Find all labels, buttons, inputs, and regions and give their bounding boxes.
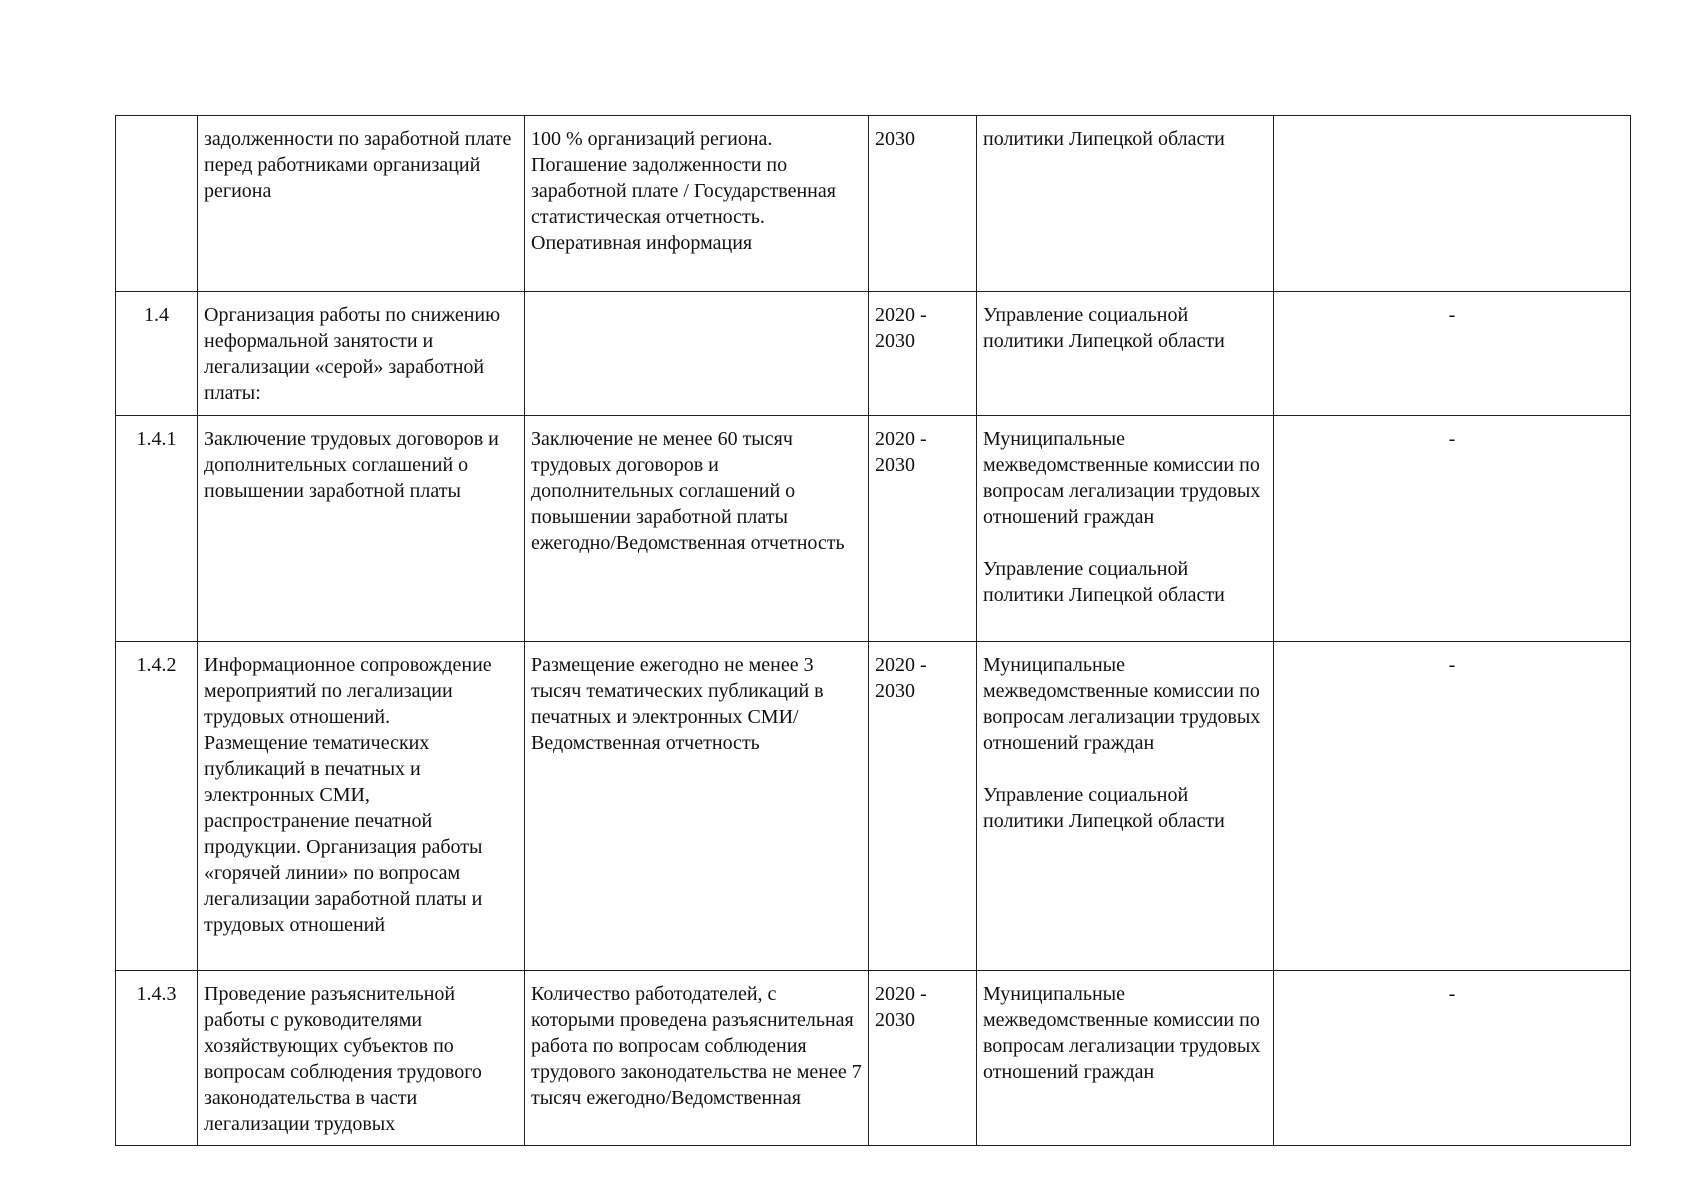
item-number-cell: 1.4.3 <box>116 971 198 1146</box>
measures-table <box>115 115 1631 1146</box>
period-cell: 2020 - 2030 <box>869 642 977 971</box>
period-cell: 2020 - 2030 <box>869 416 977 642</box>
table-row <box>116 292 1631 416</box>
result-cell: - <box>1274 416 1631 642</box>
table-row <box>116 642 1631 971</box>
indicator-cell: Заключение не менее 60 тысяч трудовых договоров и дополнительных соглашений о повышении заработной платы ежегодно/Ведомственная отчетность <box>525 416 869 642</box>
table-row <box>116 971 1631 1146</box>
executor-cell: Муниципальные межведомственные комиссии по вопросам легализации трудовых отношений граждан Управление социальной политики Липецкой области <box>977 642 1274 971</box>
item-number-cell: 1.4.1 <box>116 416 198 642</box>
period-cell: 2020 - 2030 <box>869 292 977 416</box>
measure-name-cell: Информационное сопровождение мероприятий по легализации трудовых отношений. Размещение тематических публикаций в печатных и электронных СМИ, распространение печатной продукции. Организация работы «горячей линии» по вопросам легализации заработной платы и трудовых отношений <box>198 642 525 971</box>
item-number-cell: 1.4.2 <box>116 642 198 971</box>
item-number-cell: 1.4 <box>116 292 198 416</box>
period-cell: 2030 <box>869 116 977 292</box>
table-row <box>116 416 1631 642</box>
period-cell: 2020 - 2030 <box>869 971 977 1146</box>
measure-name-cell: Проведение разъяснительной работы с руководителями хозяйствующих субъектов по вопросам соблюдения трудового законодательства в части легализации трудовых <box>198 971 525 1146</box>
measure-name-cell: задолженности по заработной плате перед работниками организаций региона <box>198 116 525 292</box>
item-number-cell <box>116 116 198 292</box>
indicator-cell <box>525 292 869 416</box>
executor-cell: Муниципальные межведомственные комиссии по вопросам легализации трудовых отношений граждан Управление социальной политики Липецкой области <box>977 416 1274 642</box>
executor-cell: политики Липецкой области <box>977 116 1274 292</box>
table-row <box>116 116 1631 292</box>
indicator-cell: Размещение ежегодно не менее 3 тысяч тематических публикаций в печатных и электронных СМИ/ Ведомственная отчетность <box>525 642 869 971</box>
indicator-cell: Количество работодателей, с которыми проведена разъяснительная работа по вопросам соблюдения трудового законодательства не менее 7 тысяч ежегодно/Ведомственная <box>525 971 869 1146</box>
indicator-cell: 100 % организаций региона. Погашение задолженности по заработной плате / Государственная статистическая отчетность. Оперативная информация <box>525 116 869 292</box>
result-cell: - <box>1274 971 1631 1146</box>
measure-name-cell: Заключение трудовых договоров и дополнительных соглашений о повышении заработной платы <box>198 416 525 642</box>
executor-cell: Управление социальной политики Липецкой области <box>977 292 1274 416</box>
result-cell: - <box>1274 292 1631 416</box>
result-cell: - <box>1274 642 1631 971</box>
result-cell <box>1274 116 1631 292</box>
executor-cell: Муниципальные межведомственные комиссии по вопросам легализации трудовых отношений граждан <box>977 971 1274 1146</box>
measure-name-cell: Организация работы по снижению неформальной занятости и легализации «серой» заработной платы: <box>198 292 525 416</box>
